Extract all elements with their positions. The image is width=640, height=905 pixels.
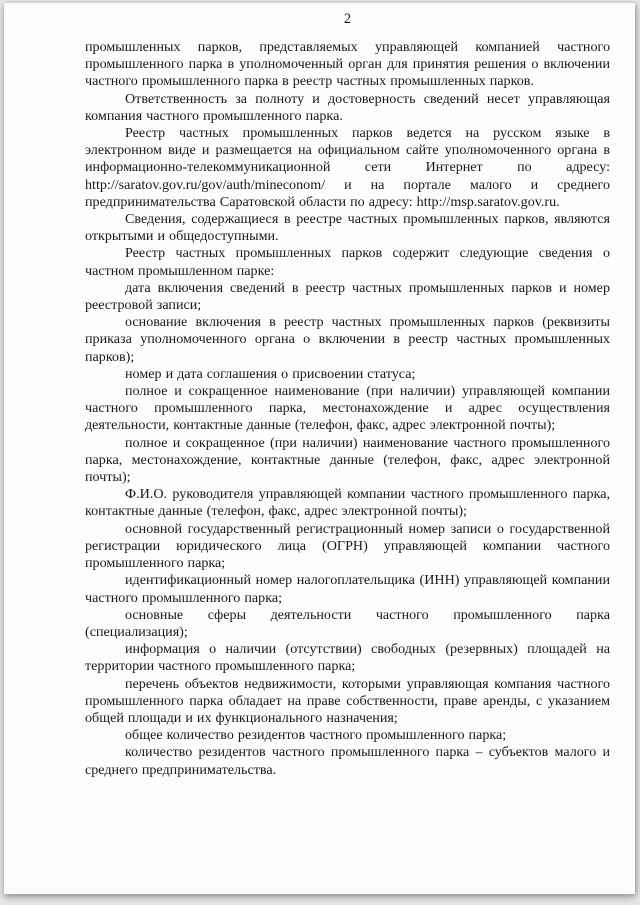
document-body (85, 39, 610, 779)
paragraph: основной государственный регистрационный номер записи о государственной регистрации юридического лица (ОГРН) управляющей компании частного промышленного парка; (85, 520, 610, 572)
paragraph: Реестр частных промышленных парков содержит следующие сведения о частном промышленном парке: (85, 245, 610, 279)
paragraph: полное и сокращенное наименование (при наличии) управляющей компании частного промышленного парка, местонахождение и адрес осуществления деятельности, контактные данные (телефон, факс, адрес электронной почты); (85, 383, 610, 434)
paragraph: дата включения сведений в реестр частных промышленных парков и номер реестровой записи; (85, 279, 610, 314)
page-number: 2 (343, 11, 352, 27)
paragraph: Сведения, содержащиеся в реестре частных промышленных парков, являются открытыми и общедоступными. (85, 211, 610, 245)
paragraph: количество резидентов частного промышленного парка – субъектов малого и среднего предпринимательства. (85, 744, 610, 778)
paragraph: номер и дата соглашения о присвоении статуса; (125, 365, 416, 382)
paragraph: идентификационный номер налогоплательщика (ИНН) управляющей компании частного промышленного парка; (85, 572, 610, 606)
paragraph: общее количество резидентов частного промышленного парка; (125, 727, 507, 744)
paragraph: перечень объектов недвижимости, которыми управляющая компания частного промышленного парка обладает на праве собственности, праве аренды, с указанием общей площади и их функционального назначения; (85, 675, 610, 726)
paragraph: Ответственность за полноту и достоверность сведений несет управляющая компания частного промышленного парка. (85, 90, 610, 124)
paragraph: основание включения в реестр частных промышленных парков (реквизиты приказа уполномоченного органа о включении в реестр частных промышленных парков); (85, 314, 610, 365)
document-page (4, 3, 635, 894)
paragraph: информация о наличии (отсутствии) свободных (резервных) площадей на территории частного промышленного парка; (85, 641, 610, 675)
paragraph: промышленных парков, представляемых управляющей компанией частного промышленного парка в уполномоченный орган для принятия решения о включении частного промышленного парка в реестр частных промышленных парков. (85, 39, 610, 90)
paragraph: Реестр частных промышленных парков ведется на русском языке в электронном виде и размещается на официальном сайте уполномоченного органа в информационно-телекоммуникационной сети Интернет по адресу: http://saratov.gov.ru/gov/auth/mineconom/ и на портале малого и среднего предпринимательства Саратовской области по адресу: http://msp.saratov.gov.ru. (85, 125, 610, 210)
paragraph: Ф.И.О. руководителя управляющей компании частного промышленного парка, контактные данные (телефон, факс, адрес электронной почты); (85, 486, 610, 520)
paragraph: основные сферы деятельности частного промышленного парка (специализация); (85, 606, 610, 640)
paragraph: полное и сокращенное (при наличии) наименование частного промышленного парка, местонахождение, контактные данные (телефон, факс, адрес электронной почты); (85, 434, 610, 486)
